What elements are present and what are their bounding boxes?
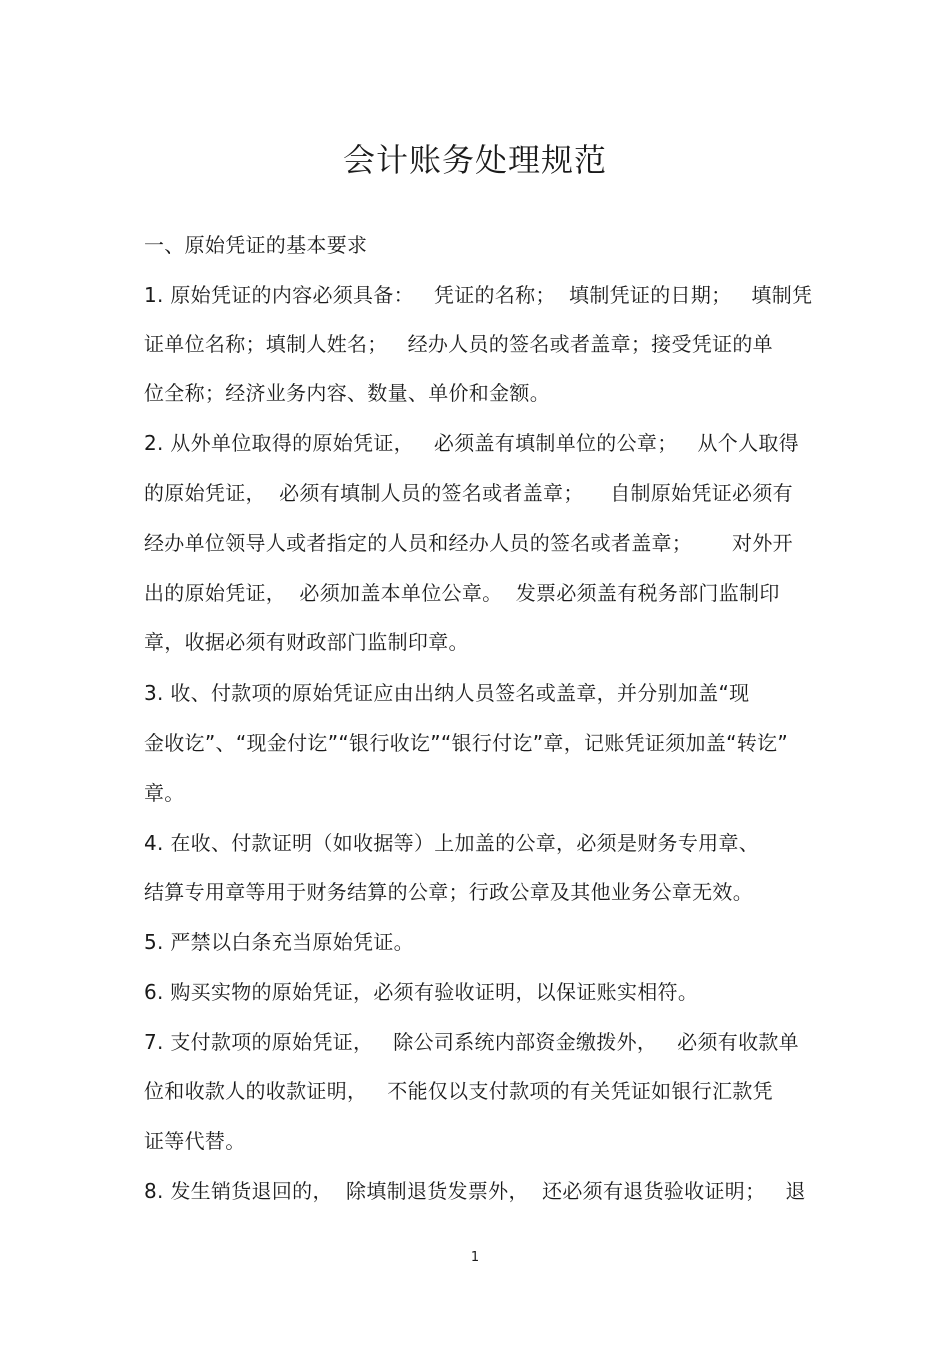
paragraph-line: 金收讫”、“现金付讫”“银行收讫”“银行付讫”章，记账凭证须加盖“转讫” xyxy=(144,731,789,755)
paragraph-line: 1. 原始凭证的内容必须具备： 凭证的名称； 填制凭证的日期； 填制凭 xyxy=(144,283,813,307)
paragraph-line: 7. 支付款项的原始凭证， 除公司系统内部资金缴拨外， 必须有收款单 xyxy=(144,1030,799,1054)
paragraph-line: 2. 从外单位取得的原始凭证， 必须盖有填制单位的公章； 从个人取得 xyxy=(144,431,799,455)
paragraph-line: 位和收款人的收款证明， 不能仅以支付款项的有关凭证如银行汇款凭 xyxy=(144,1079,773,1103)
document-title: 会计账务处理规范 xyxy=(342,141,607,179)
paragraph-line: 4. 在收、付款证明（如收据等）上加盖的公章，必须是财务专用章、 xyxy=(144,831,760,855)
page-number: 1 xyxy=(470,1250,480,1265)
section-heading: 一、原始凭证的基本要求 xyxy=(144,233,368,257)
paragraph-line: 的原始凭证， 必须有填制人员的签名或者盖章； 自制原始凭证必须有 xyxy=(144,481,793,505)
paragraph-line: 经办单位领导人或者指定的人员和经办人员的签名或者盖章； 对外开 xyxy=(144,531,793,555)
paragraph-line: 结算专用章等用于财务结算的公章；行政公章及其他业务公章无效。 xyxy=(144,880,753,904)
paragraph-line: 章。 xyxy=(144,781,185,805)
paragraph-line: 3. 收、付款项的原始凭证应由出纳人员签名或盖章，并分别加盖“现 xyxy=(144,681,750,705)
paragraph-line: 章，收据必须有财政部门监制印章。 xyxy=(144,630,469,654)
paragraph-line: 位全称；经济业务内容、数量、单价和金额。 xyxy=(144,381,550,405)
paragraph-line: 6. 购买实物的原始凭证，必须有验收证明，以保证账实相符。 xyxy=(144,980,699,1004)
paragraph-line: 5. 严禁以白条充当原始凭证。 xyxy=(144,930,414,954)
paragraph-line: 证等代替。 xyxy=(144,1129,246,1153)
paragraph-line: 证单位名称；填制人姓名； 经办人员的签名或者盖章；接受凭证的单 xyxy=(144,332,773,356)
paragraph-line: 8. 发生销货退回的， 除填制退货发票外， 还必须有退货验收证明； 退 xyxy=(144,1179,806,1203)
paragraph-line: 出的原始凭证， 必须加盖本单位公章。 发票必须盖有税务部门监制印 xyxy=(144,581,780,605)
